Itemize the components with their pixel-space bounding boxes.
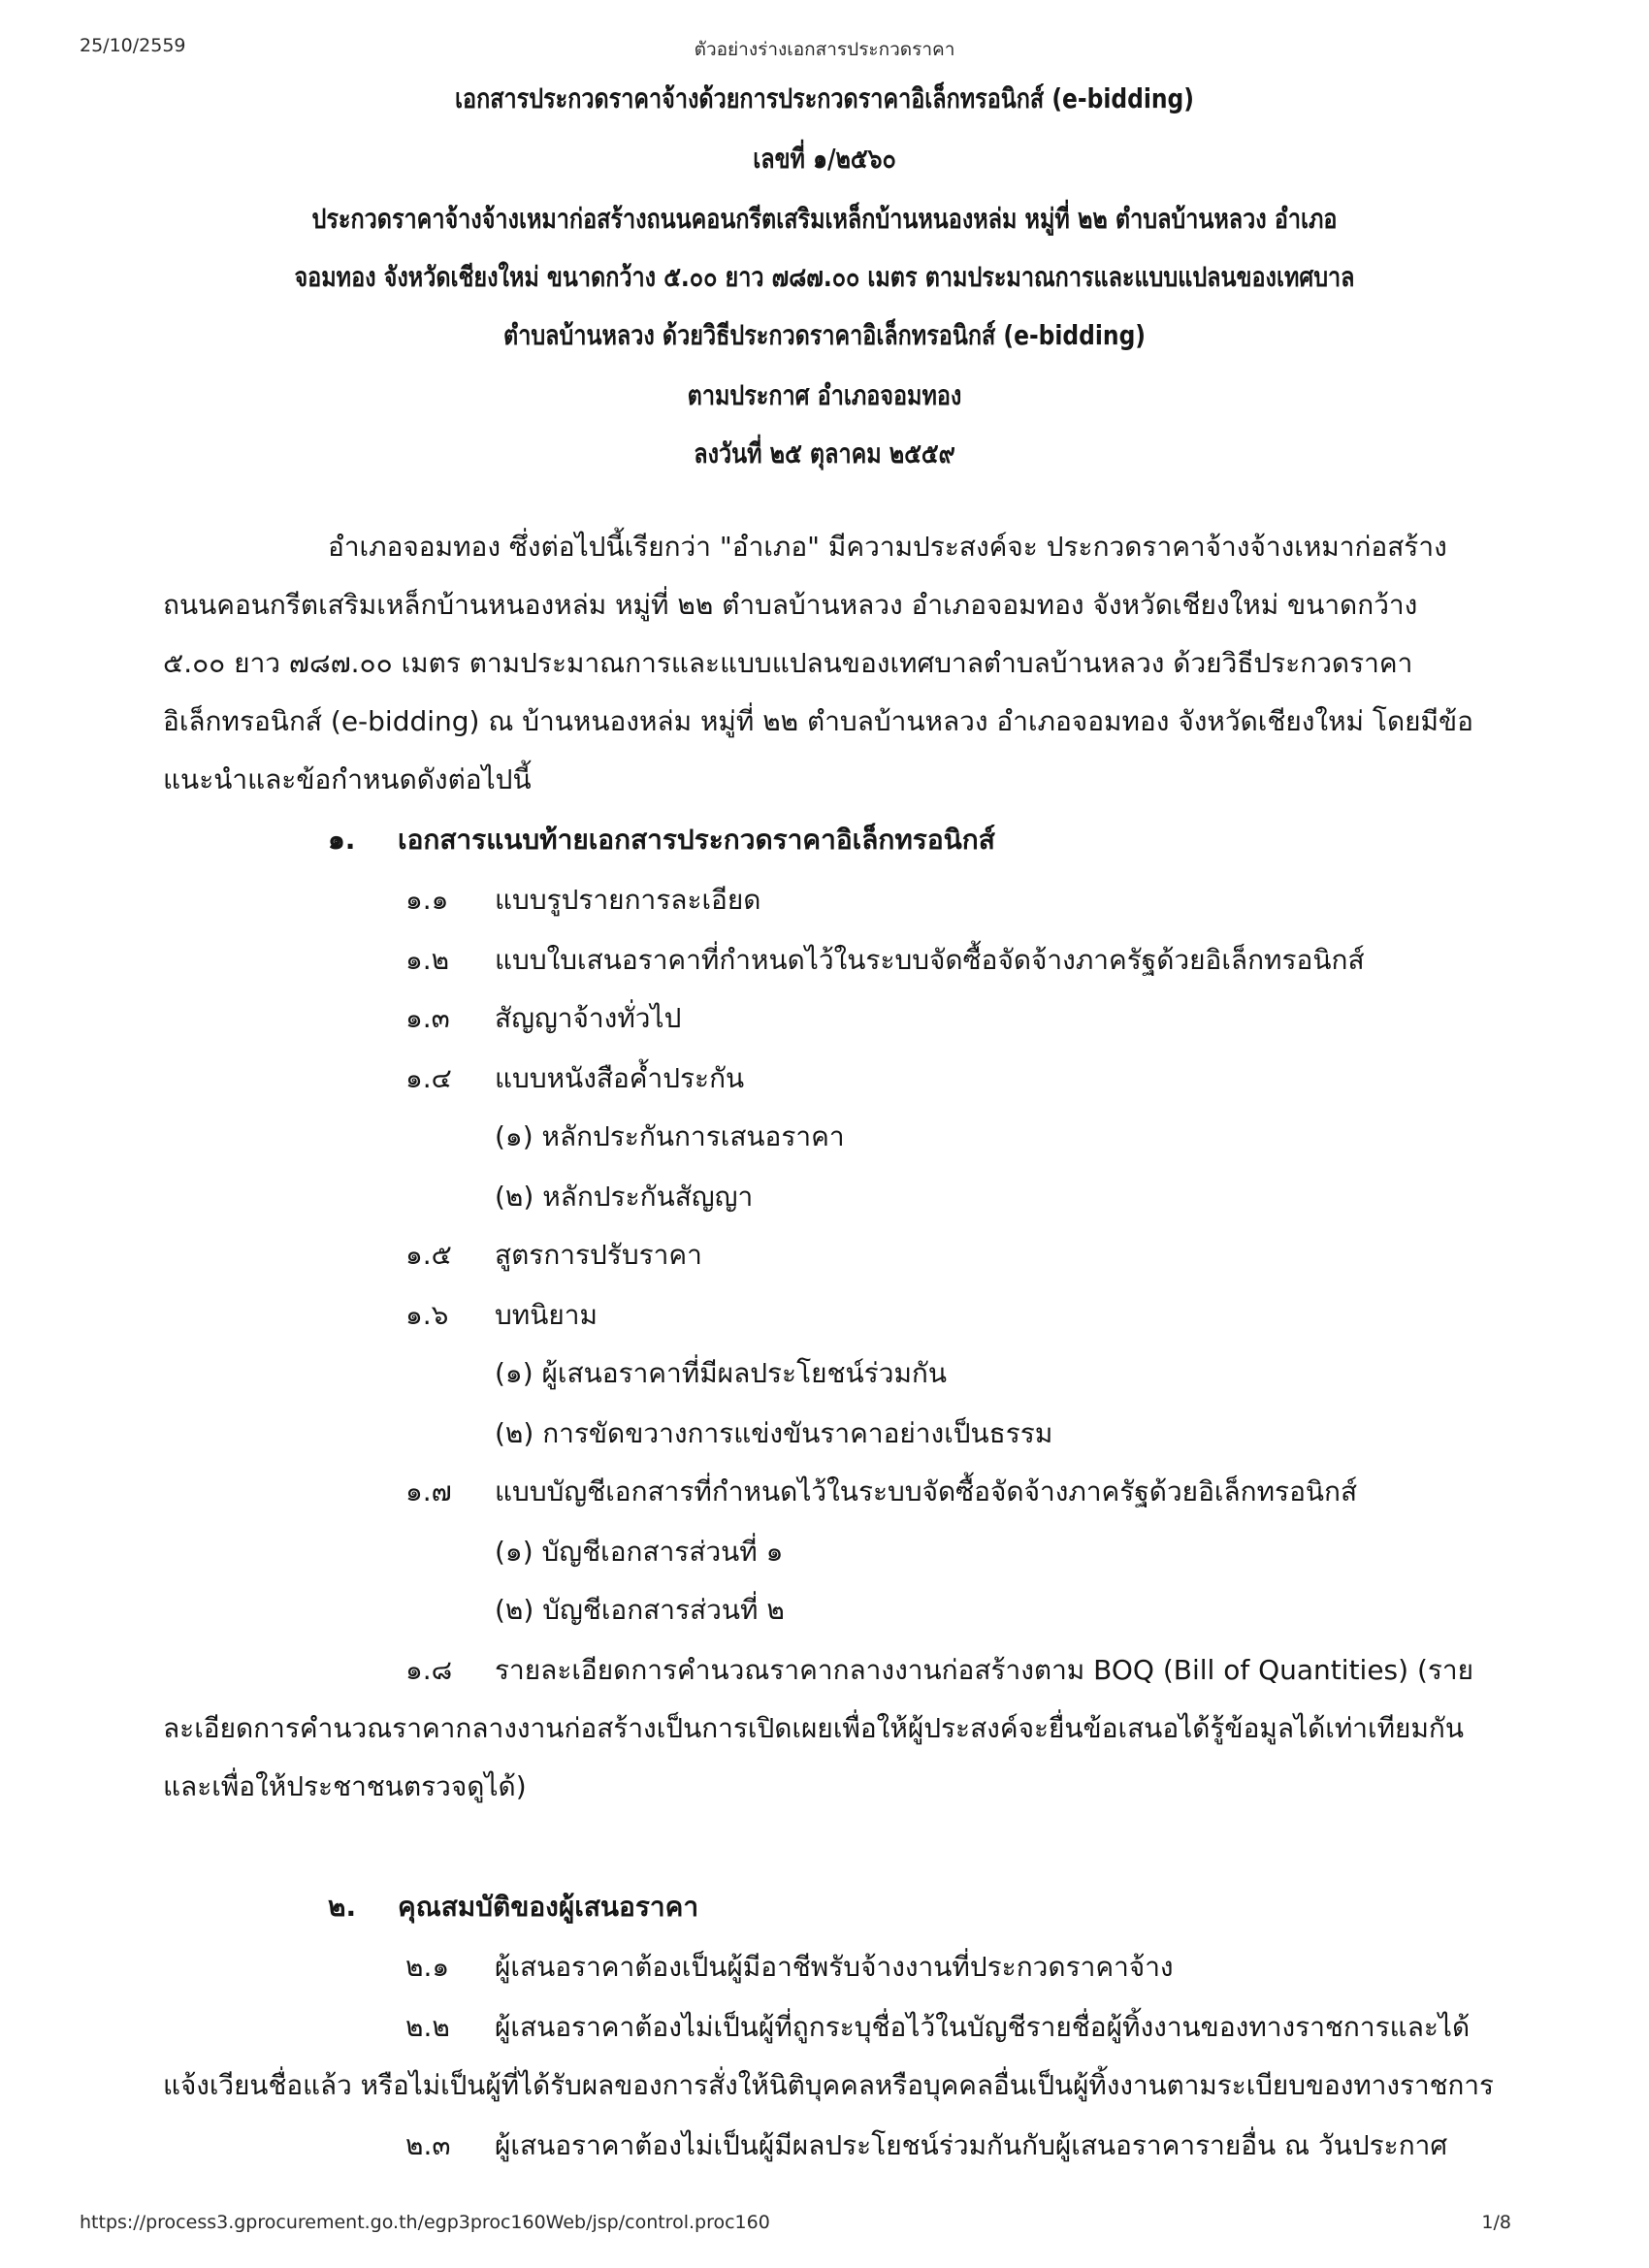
print-header-title: ตัวอย่างร่างเอกสารประกวดราคา bbox=[694, 39, 955, 60]
item-1-8-text: รายละเอียดการคำนวณราคากลางงานก่อสร้างตาม BOQ (Bill of Quantities) (ราย bbox=[495, 1654, 1474, 1686]
document-subject-line-1: ประกวดราคาจ้างจ้างเหมาก่อสร้างถนนคอนกรีตเสริมเหล็กบ้านหนองหล่ม หมู่ที่ ๒๒ ตำบลบ้านหลวง อำเภอ bbox=[311, 203, 1338, 235]
item-2-3-number: ๒.๓ bbox=[405, 2129, 451, 2161]
item-1-8-continuation-1: ละเอียดการคำนวณราคากลางงานก่อสร้างเป็นการเปิดเผยเพื่อให้ผู้ประสงค์จะยื่นข้อเสนอได้รู้ข้อมูลได้เท่าเทียมกัน bbox=[163, 1712, 1465, 1744]
print-date: 25/10/2559 bbox=[80, 35, 186, 56]
item-1-8-number: ๑.๘ bbox=[405, 1654, 453, 1686]
item-1-8-continuation-2: และเพื่อให้ประชาชนตรวจดูได้) bbox=[163, 1770, 527, 1802]
item-1-4-sub-2: (๒) หลักประกันสัญญา bbox=[495, 1181, 754, 1213]
announcement-date: ลงวันที่ ๒๕ ตุลาคม ๒๕๕๙ bbox=[694, 437, 955, 470]
item-1-7-sub-1: (๑) บัญชีเอกสารส่วนที่ ๑ bbox=[495, 1536, 784, 1568]
source-url: https://process3.gprocurement.go.th/egp3proc160Web/jsp/control.proc160 bbox=[80, 2212, 770, 2233]
item-2-3-text: ผู้เสนอราคาต้องไม่เป็นผู้มีผลประโยชน์ร่วมกันกับผู้เสนอราคารายอื่น ณ วันประกาศ bbox=[495, 2129, 1448, 2161]
item-1-3-number: ๑.๓ bbox=[405, 1002, 450, 1034]
item-1-4-sub-1: (๑) หลักประกันการเสนอราคา bbox=[495, 1120, 845, 1152]
section-2-number: ๒. bbox=[328, 1891, 357, 1923]
item-1-5-text: สูตรการปรับราคา bbox=[495, 1239, 702, 1271]
item-1-1-number: ๑.๑ bbox=[405, 884, 449, 916]
section-1-number: ๑. bbox=[328, 824, 356, 856]
announcement-by: ตามประกาศ อำเภอจอมทอง bbox=[687, 379, 962, 411]
page-number: 1/8 bbox=[1481, 2212, 1511, 2233]
section-2-title: คุณสมบัติของผู้เสนอราคา bbox=[398, 1891, 699, 1923]
item-2-2-continuation: แจ้งเวียนชื่อแล้ว หรือไม่เป็นผู้ที่ได้รับผลของการสั่งให้นิติบุคคลหรือบุคคลอื่นเป็นผู้ทิ้งงานตามระเบียบของทางราชการ bbox=[163, 2069, 1494, 2101]
item-1-4-text: แบบหนังสือค้ำประกัน bbox=[495, 1062, 745, 1094]
item-1-7-sub-2: (๒) บัญชีเอกสารส่วนที่ ๒ bbox=[495, 1594, 785, 1626]
item-1-7-number: ๑.๗ bbox=[405, 1475, 452, 1507]
item-1-1-text: แบบรูปรายการละเอียด bbox=[495, 884, 761, 916]
intro-line-5: แนะนำและข้อกำหนดดังต่อไปนี้ bbox=[163, 763, 532, 795]
item-1-6-sub-2: (๒) การขัดขวางการแข่งขันราคาอย่างเป็นธรรม bbox=[495, 1417, 1053, 1449]
intro-line-3: ๕.๐๐ ยาว ๗๘๗.๐๐ เมตร ตามประมาณการและแบบแปลนของเทศบาลตำบลบ้านหลวง ด้วยวิธีประกวดราคา bbox=[163, 647, 1413, 679]
document-subject-line-2: จอมทอง จังหวัดเชียงใหม่ ขนาดกว้าง ๕.๐๐ ยาว ๗๘๗.๐๐ เมตร ตามประมาณการและแบบแปลนของเทศบาล bbox=[294, 261, 1355, 293]
item-2-2-text: ผู้เสนอราคาต้องไม่เป็นผู้ที่ถูกระบุชื่อไว้ในบัญชีรายชื่อผู้ทิ้งงานของทางราชการและได้ bbox=[495, 2011, 1471, 2043]
intro-line-4: อิเล็กทรอนิกส์ (e-bidding) ณ บ้านหนองหล่ม หมู่ที่ ๒๒ ตำบลบ้านหลวง อำเภอจอมทอง จังหวัดเชียงใหม่ โดยมีข้อ bbox=[163, 705, 1473, 737]
item-2-1-number: ๒.๑ bbox=[405, 1951, 450, 1983]
item-1-3-text: สัญญาจ้างทั่วไป bbox=[495, 1002, 682, 1034]
item-2-2-number: ๒.๒ bbox=[405, 2011, 450, 2043]
item-1-6-text: บทนิยาม bbox=[495, 1299, 598, 1331]
item-1-2-text: แบบใบเสนอราคาที่กำหนดไว้ในระบบจัดซื้อจัดจ้างภาครัฐด้วยอิเล็กทรอนิกส์ bbox=[495, 944, 1365, 976]
intro-line-2: ถนนคอนกรีตเสริมเหล็กบ้านหนองหล่ม หมู่ที่ ๒๒ ตำบลบ้านหลวง อำเภอจอมทอง จังหวัดเชียงใหม่ ขนาดกว้าง bbox=[163, 589, 1418, 621]
item-1-7-text: แบบบัญชีเอกสารที่กำหนดไว้ในระบบจัดซื้อจัดจ้างภาครัฐด้วยอิเล็กทรอนิกส์ bbox=[495, 1475, 1358, 1507]
intro-line-1: อำเภอจอมทอง ซึ่งต่อไปนี้เรียกว่า "อำเภอ" มีความประสงค์จะ ประกวดราคาจ้างจ้างเหมาก่อสร้าง bbox=[328, 531, 1447, 563]
item-1-5-number: ๑.๕ bbox=[405, 1239, 452, 1271]
item-1-2-number: ๑.๒ bbox=[405, 944, 450, 976]
item-1-6-sub-1: (๑) ผู้เสนอราคาที่มีผลประโยชน์ร่วมกัน bbox=[495, 1357, 947, 1389]
section-1-title: เอกสารแนบท้ายเอกสารประกวดราคาอิเล็กทรอนิกส์ bbox=[398, 824, 995, 856]
document-title: เอกสารประกวดราคาจ้างด้วยการประกวดราคาอิเล็กทรอนิกส์ (e-bidding) bbox=[455, 82, 1194, 114]
document-subject-line-3: ตำบลบ้านหลวง ด้วยวิธีประกวดราคาอิเล็กทรอนิกส์ (e-bidding) bbox=[503, 319, 1146, 351]
document-number: เลขที่ ๑/๒๕๖๐ bbox=[753, 143, 896, 175]
item-1-6-number: ๑.๖ bbox=[405, 1299, 449, 1331]
item-1-4-number: ๑.๔ bbox=[405, 1062, 452, 1094]
item-2-1-text: ผู้เสนอราคาต้องเป็นผู้มีอาชีพรับจ้างงานที่ประกวดราคาจ้าง bbox=[495, 1951, 1174, 1983]
